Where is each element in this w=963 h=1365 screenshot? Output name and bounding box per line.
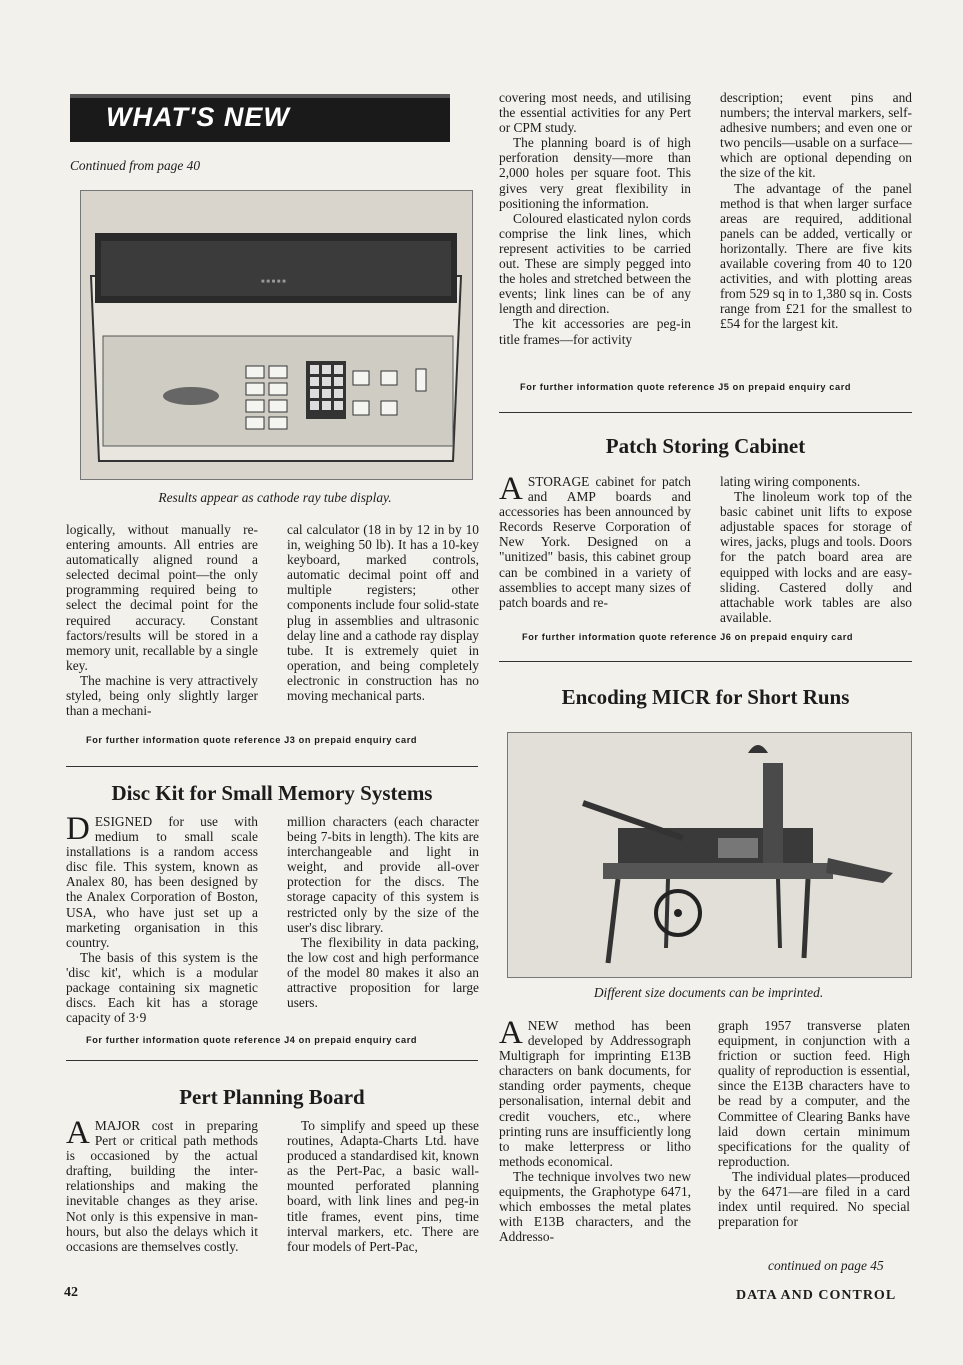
- disc-col2-p2: The flexibility in data packing, the low cost and high performance of the model 80 makes it also an attractive proposition for large users.: [287, 934, 479, 1011]
- calculator-reference: For further information quote reference J3 on prepaid enquiry card: [86, 735, 418, 745]
- section-banner: [70, 94, 450, 142]
- divider: [66, 766, 478, 767]
- pert-dropcap: A: [66, 1115, 90, 1151]
- micr-machine-photo: [507, 732, 912, 978]
- patch-title: Patch Storing Cabinet: [605, 434, 806, 458]
- calculator-col1: [66, 522, 258, 718]
- pert-title: Pert Planning Board: [179, 1085, 365, 1109]
- pert-col2: [287, 1118, 479, 1254]
- pert-reference: For further information quote reference J5 on prepaid enquiry card: [520, 382, 852, 392]
- micr-capword: NEW: [527, 1018, 559, 1033]
- svg-text:■ ■ ■ ■ ■: ■ ■ ■ ■ ■: [261, 279, 286, 285]
- disc-col1: [66, 811, 258, 1026]
- micr-col1-p1: method has been developed by Addressograph Multigraph for imprinting E13B characters on bank documents, for standing order payments, cheque personalisation, internal debit and credit vouchers, etc., where printing runs are insufficiently long to make letterpress or litho methods economical.: [499, 1018, 691, 1169]
- micr-dropcap: A: [499, 1015, 523, 1051]
- patch-col1: [499, 471, 691, 610]
- disc-col2: [287, 814, 479, 1010]
- calculator-caption: Results appear as cathode ray tube display.: [158, 490, 392, 505]
- calculator-col1-p1: logically, without manually re-entering amounts. All entries are automatically aligned round a selected decimal point—the only programming required being to select the decimal point for the required accuracy. Constant factors/results will be stored in a memory unit, recallable by a single key.: [66, 522, 258, 673]
- disc-title: Disc Kit for Small Memory Systems: [111, 781, 433, 805]
- calculator-illustration: [81, 191, 472, 479]
- calculator-col2: [287, 522, 479, 703]
- disc-col1-p2: The basis of this system is the 'disc kit', which is a modular package containing six magnetic discs. Each kit has a storage capacity of 3·9: [66, 949, 258, 1026]
- banner-title: WHAT'S NEW: [106, 102, 290, 132]
- micr-title: Encoding MICR for Short Runs: [561, 685, 850, 709]
- micr-col1-p2: The technique involves two new equipments, the Graphotype 6471, which embosses the metal plates with E13B characters, and the Addresso-: [499, 1168, 691, 1245]
- publication-name: DATA AND CONTROL: [736, 1288, 897, 1303]
- pert-cont-p6: The advantage of the panel method is that when larger surface areas are required, additional panels can be added, vertically or horizontally. There are five kits available covering from 40 to 120 activities, and with plotting areas from 529 sq in to 1,380 sq in. Costs range from £21 for the smallest to £54 for the largest kit.: [720, 180, 912, 332]
- micr-col2: [718, 1018, 910, 1229]
- patch-col2-p2: The linoleum work top of the basic cabinet unit lifts to expose adjustable spaces for storage of wires, jacks, plugs and tools. Doors for the patch board area are equipped with locks and are easy-sliding. Castered dolly and attachable work tables are also available.: [720, 489, 912, 625]
- pert-col1: [66, 1115, 258, 1254]
- continued-on: continued on page 45: [768, 1258, 884, 1273]
- pert-cont-col1: [499, 90, 691, 347]
- disc-col1-p1: for use with medium to small scale installations is a random access disc file. This system, known as Analex 80, has been designed by the Analex Corporation of Boston, USA, who have just set up a marketing organisation in this country.: [66, 814, 258, 950]
- patch-capword: STORAGE: [527, 474, 590, 489]
- disc-dropcap: D: [66, 811, 90, 847]
- micr-col2-p1: graph 1957 transverse platen equipment, in conjunction with a friction or suction feed. High quality of reproduction is essential, since the E13B characters have to be read by a computer, and the Committee of Clearing Banks have laid down certain minimum specifications for the quality of reproduction.: [718, 1018, 910, 1169]
- pert-capword: MAJOR: [94, 1118, 141, 1133]
- patch-reference: For further information quote reference J6 on prepaid enquiry card: [522, 632, 854, 642]
- pert-cont-p4: The kit accessories are peg-in title frames—for activity: [499, 316, 691, 347]
- calculator-col1-p2: The machine is very attractively styled, being only slightly larger than a mechani-: [66, 672, 258, 719]
- continued-from: Continued from page 40: [70, 158, 201, 173]
- disc-col2-p1: million characters (each character being 7-bits in length). The kits are interchangeable and light in weight, and provide all-over protection for the discs. The storage capacity of this system is restricted only by the size of the user's disc library.: [287, 814, 479, 935]
- micr-caption: Different size documents can be imprinted.: [593, 985, 824, 1000]
- disc-reference: For further information quote reference J4 on prepaid enquiry card: [86, 1035, 418, 1045]
- disc-capword: ESIGNED: [94, 814, 153, 829]
- pert-col2-p1: To simplify and speed up these routines, Adapta-Charts Ltd. have produced a standardised kit, known as the Pert-Pac, a basic wall-mounted perforated planning board, with link lines and peg-in title frames, event pins, time interval markers, etc. There are four models of Pert-Pac,: [287, 1118, 479, 1254]
- micr-col2-p2: The individual plates—produced by the 6471—are filed in a card index until required. No special preparation for: [718, 1168, 910, 1230]
- divider: [66, 1060, 478, 1061]
- patch-col2: [720, 474, 912, 625]
- calculator-photo: [80, 190, 473, 480]
- pert-cont-p2: The planning board is of high perforation density—more than 2,000 holes per square foot. This gives very great flexibility in positioning the information.: [499, 135, 691, 211]
- patch-col2-p1: lating wiring components.: [720, 474, 861, 489]
- patch-dropcap: A: [499, 471, 523, 507]
- micr-machine-illustration: [508, 733, 911, 977]
- pert-cont-p5: description; event pins and numbers; the interval markers, self-adhesive numbers; and even one or two pencils—usable on a surface—which are optional depending on the size of the kit.: [720, 90, 912, 181]
- patch-col1-p1: cabinet for patch and AMP boards and accessories has been announced by Records Reserve Corporation of New York. Designed on a "unitized" basis, this cabinet group can be combined in a variety of assemblies to accept many sizes of patch boards and re-: [499, 474, 691, 610]
- divider: [499, 412, 912, 413]
- pert-col1-p1: cost in preparing Pert or critical path methods is occasioned by the actual drafting, building the inter-relationships and making the inevitable changes as they arise. Not only is this expensive in man-hours, but also the delays which it occasions are themselves costly.: [66, 1118, 258, 1254]
- pert-cont-col2: [720, 90, 912, 332]
- micr-col1: [499, 1015, 691, 1245]
- page-number: 42: [64, 1285, 78, 1300]
- pert-cont-p3: Coloured elasticated nylon cords comprise the link lines, which represent activities to be carried out. These are simply pegged into the holes and stretched between the events; link lines can be of any length and direction.: [499, 210, 691, 317]
- calculator-col2-p1: cal calculator (18 in by 12 in by 10 in, weighing 50 lb). It has a 10-key keyboard, marked controls, automatic decimal point off and multiple registers; other components include four solid-state plug in assemblies and ultrasonic delay line and a cathode ray display tube. It is extremely quiet in operation, and being completely electronic in construction has no moving mechanical parts.: [287, 522, 479, 704]
- divider: [499, 661, 912, 662]
- pert-cont-p1: covering most needs, and utilising the essential activities for any Pert or CPM study.: [499, 90, 691, 136]
